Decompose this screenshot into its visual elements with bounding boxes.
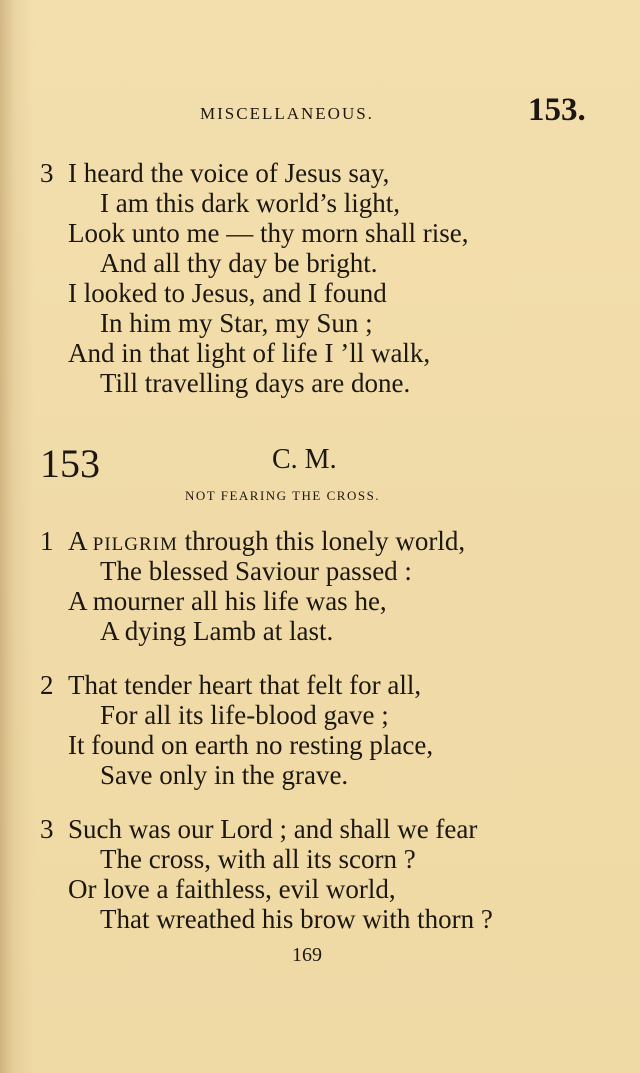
- verse-line: I looked to Jesus, and I found: [68, 278, 387, 308]
- verse-line: I heard the voice of Jesus say,: [68, 158, 390, 188]
- first-line-rest: through this lonely world,: [184, 526, 466, 556]
- verse-line: The cross, with all its scorn ?: [100, 844, 416, 874]
- verse-line: That wreathed his brow with thorn ?: [100, 904, 493, 934]
- stanza-number: 2: [40, 670, 54, 700]
- verse-line: [68, 526, 465, 556]
- verse-line: The blessed Saviour passed :: [100, 556, 412, 586]
- verse-line: A mourner all his life was he,: [68, 586, 387, 616]
- running-head: MISCELLANEOUS.: [200, 104, 374, 123]
- first-word-smallcaps: pilgrim: [92, 526, 178, 556]
- hymn-subtitle: NOT FEARING THE CROSS.: [185, 488, 381, 503]
- verse-line: I am this dark world’s light,: [100, 188, 400, 218]
- page-hymn-number: 153.: [528, 92, 586, 128]
- verse-line: Save only in the grave.: [100, 760, 349, 790]
- verse-line: And in that light of life I ’ll walk,: [68, 338, 431, 368]
- verse-line: In him my Star, my Sun ;: [100, 308, 373, 338]
- verse-line: And all thy day be bright.: [100, 248, 378, 278]
- folio-page-number: 169: [292, 944, 322, 966]
- hymn-meter: C. M.: [272, 444, 337, 475]
- verse-line: A dying Lamb at last.: [100, 616, 334, 646]
- verse-line: It found on earth no resting place,: [68, 730, 434, 760]
- verse-line: For all its life-blood gave ;: [100, 700, 389, 730]
- verse-line: Till travelling days are done.: [100, 368, 411, 398]
- stanza-number: 3: [40, 158, 54, 188]
- verse-line: Such was our Lord ; and shall we fear: [68, 814, 478, 844]
- verse-line: Look unto me — thy morn shall rise,: [68, 218, 469, 248]
- stanza-number: 1: [40, 526, 54, 556]
- hymn-number: 153: [40, 441, 100, 486]
- stanza-number: 3: [40, 814, 54, 844]
- first-word: A: [68, 526, 87, 556]
- verse-line: That tender heart that felt for all,: [68, 670, 422, 700]
- verse-line: Or love a faithless, evil world,: [68, 874, 396, 904]
